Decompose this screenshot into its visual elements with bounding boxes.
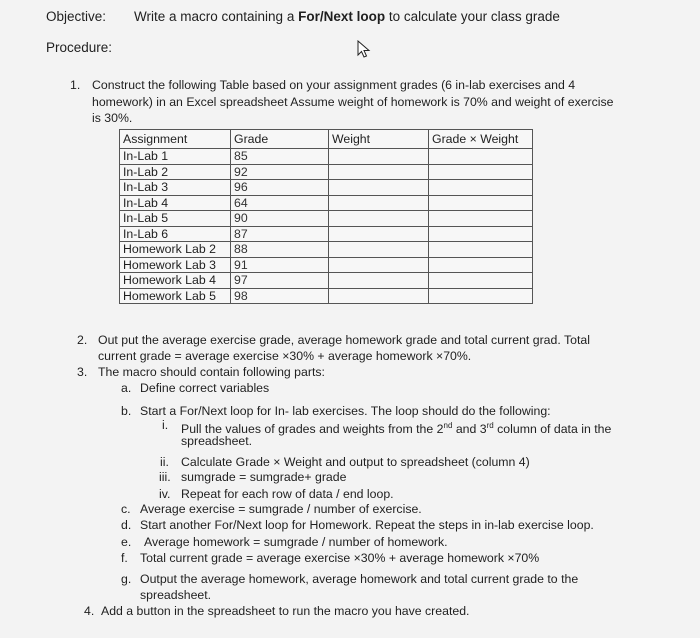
table-row (120, 273, 533, 289)
step1-number: 1. (70, 78, 81, 92)
step3a-label: a. (121, 381, 132, 395)
mouse-cursor-icon (356, 40, 372, 58)
step3b-text: Start a For/Next loop for In- lab exercises. The loop should do the following: (140, 404, 551, 418)
objective-suffix: to calculate your class grade (385, 9, 560, 24)
step3-line1: The macro should contain following parts: (98, 365, 325, 379)
cell-assignment: Homework Lab 2 (120, 242, 231, 258)
cell-weight (329, 211, 429, 227)
step3e-label: e. (121, 535, 132, 549)
cell-grade: 88 (231, 242, 329, 258)
header-grade-x-weight: Grade × Weight (429, 130, 533, 149)
cell-weight (329, 149, 429, 165)
cell-grade-x-weight (429, 211, 533, 227)
step3b-iv-text: Repeat for each row of data / end loop. (181, 487, 394, 501)
step3g-label: g. (121, 572, 132, 586)
objective-label: Objective: (46, 9, 107, 24)
table-header-row (120, 130, 533, 149)
cell-weight (329, 226, 429, 242)
cell-grade-x-weight (429, 257, 533, 273)
table-row (120, 211, 533, 227)
step3a-text: Define correct variables (140, 381, 270, 395)
table-row (120, 164, 533, 180)
header-grade: Grade (231, 130, 329, 149)
step4-text: Add a button in the spreadsheet to run the macro you have created. (101, 604, 470, 618)
step2-number: 2. (77, 333, 88, 347)
step3b-i-label: i. (162, 418, 169, 432)
cell-grade: 64 (231, 195, 329, 211)
table-row (120, 226, 533, 242)
header-assignment: Assignment (120, 130, 231, 149)
cell-weight (329, 195, 429, 211)
cell-assignment: Homework Lab 4 (120, 273, 231, 289)
cell-assignment: In-Lab 6 (120, 226, 231, 242)
cell-grade: 90 (231, 211, 329, 227)
step3b-iv-label: iv. (159, 487, 171, 501)
step3b-label: b. (121, 404, 132, 418)
cell-weight (329, 164, 429, 180)
table-row (120, 195, 533, 211)
cell-assignment: Homework Lab 3 (120, 257, 231, 273)
table-row (120, 242, 533, 258)
cell-grade-x-weight (429, 242, 533, 258)
cell-weight (329, 242, 429, 258)
step3g-line2: spreadsheet. (140, 588, 212, 602)
step3c-label: c. (121, 502, 131, 516)
step2-line1: Out put the average exercise grade, average homework grade and total current grad. Total (98, 333, 590, 347)
step3d-label: d. (121, 518, 132, 532)
cell-weight (329, 180, 429, 196)
cell-grade-x-weight (429, 195, 533, 211)
step4-number: 4. (84, 604, 95, 618)
cell-weight (329, 257, 429, 273)
cell-assignment: In-Lab 1 (120, 149, 231, 165)
step3b-iii-label: iii. (159, 470, 171, 484)
cell-assignment: In-Lab 5 (120, 211, 231, 227)
step3b-i-line2: spreadsheet. (181, 434, 253, 448)
step3d-text: Start another For/Next loop for Homework. Repeat the steps in in-lab exercise loop. (140, 518, 594, 532)
step3b-ii-text: Calculate Grade × Weight and output to spreadsheet (column 4) (181, 455, 530, 469)
table-row (120, 288, 533, 304)
cell-grade-x-weight (429, 149, 533, 165)
step3e-text: Average homework = sumgrade / number of homework. (144, 535, 448, 549)
objective-bold: For/Next loop (298, 9, 386, 24)
step3c-text: Average exercise = sumgrade / number of exercise. (140, 502, 422, 516)
objective-text (134, 9, 560, 24)
table-row (120, 257, 533, 273)
cell-grade: 91 (231, 257, 329, 273)
cell-assignment: Homework Lab 5 (120, 288, 231, 304)
cell-grade-x-weight (429, 180, 533, 196)
table-row (120, 180, 533, 196)
cell-weight (329, 288, 429, 304)
step3b-ii-label: ii. (160, 455, 169, 469)
cell-grade: 87 (231, 226, 329, 242)
step2-line2: current grade = average exercise ×30% + average homework ×70%. (98, 349, 472, 363)
step1-line1: Construct the following Table based on your assignment grades (6 in-lab exercises and 4 (92, 78, 576, 92)
cell-grade: 92 (231, 164, 329, 180)
step1-line2: homework) in an Excel spreadsheet Assume weight of homework is 70% and weight of exercise (92, 95, 614, 109)
cell-assignment: In-Lab 3 (120, 180, 231, 196)
table-row (120, 149, 533, 165)
step1-line3: is 30%. (92, 111, 133, 125)
header-weight: Weight (329, 130, 429, 149)
step3-number: 3. (77, 365, 88, 379)
cell-grade-x-weight (429, 288, 533, 304)
grades-table (119, 129, 533, 304)
cell-grade: 85 (231, 149, 329, 165)
step3b-i-line1: Pull the values of grades and weights from the 2nd and 3rd column of data in the (181, 421, 612, 437)
procedure-label: Procedure: (46, 40, 113, 55)
cell-grade-x-weight (429, 273, 533, 289)
step3g-line1: Output the average homework, average homework and total current grade to the (140, 572, 579, 586)
cell-grade-x-weight (429, 164, 533, 180)
cell-grade: 98 (231, 288, 329, 304)
step3f-label: f. (121, 551, 128, 565)
objective-prefix: Write a macro containing a (134, 9, 299, 24)
cell-assignment: In-Lab 4 (120, 195, 231, 211)
step3b-iii-text: sumgrade = sumgrade+ grade (181, 470, 347, 484)
cell-weight (329, 273, 429, 289)
cell-assignment: In-Lab 2 (120, 164, 231, 180)
cell-grade: 97 (231, 273, 329, 289)
cell-grade-x-weight (429, 226, 533, 242)
cell-grade: 96 (231, 180, 329, 196)
step3f-text: Total current grade = average exercise ×30% + average homework ×70% (140, 551, 540, 565)
